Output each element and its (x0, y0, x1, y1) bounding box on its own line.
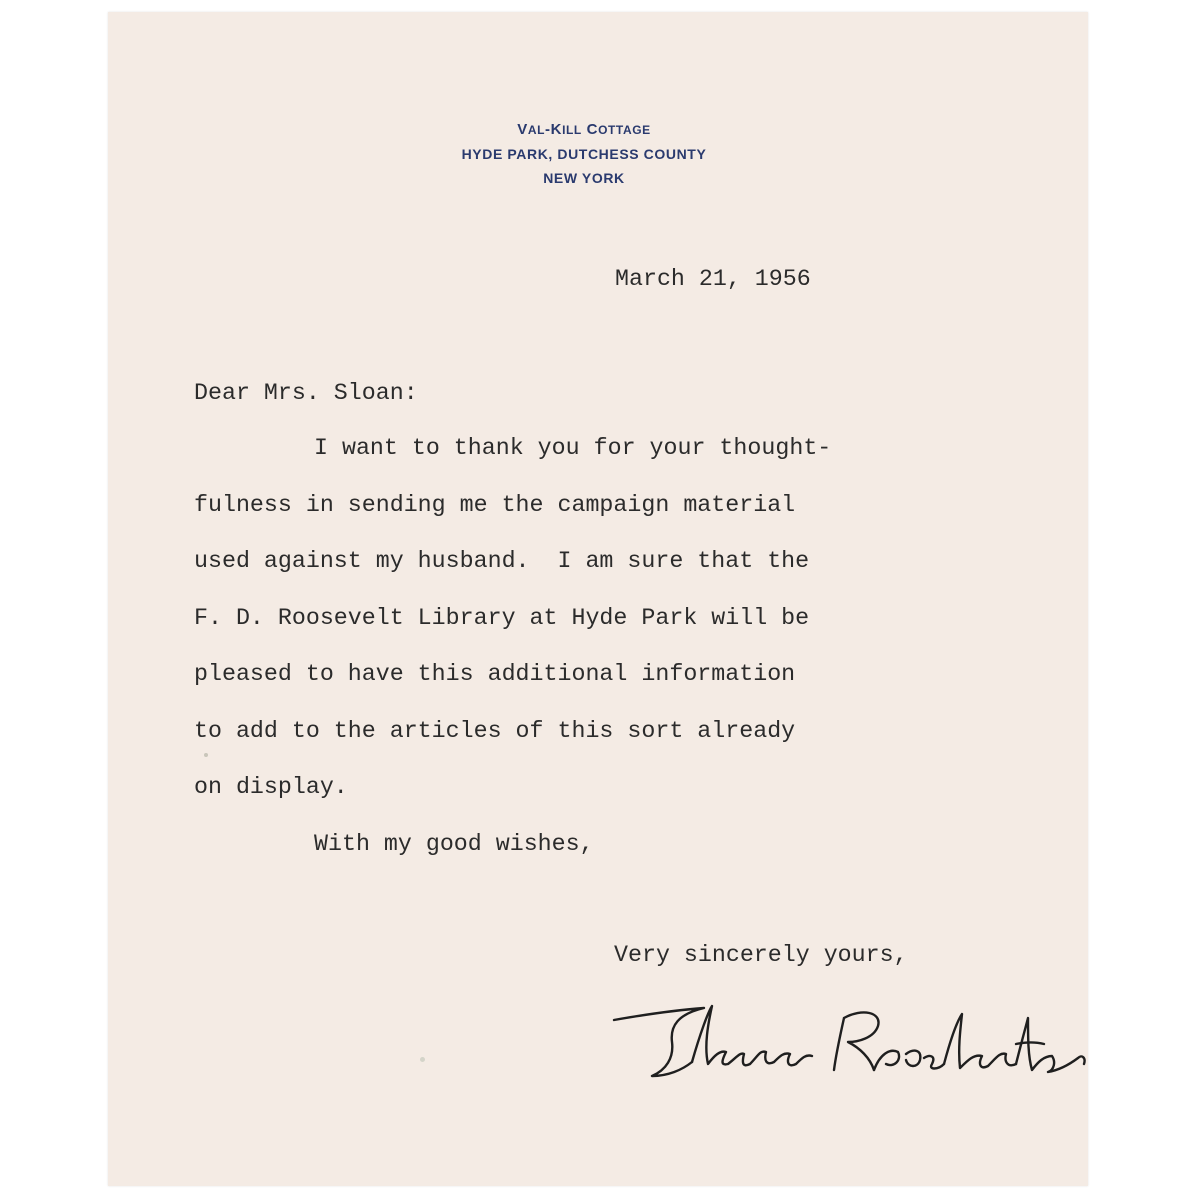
body-line: to add to the articles of this sort already (194, 718, 796, 744)
letter-date: March 21, 1956 (615, 266, 811, 292)
letterhead-line-2: HYDE PARK, DUTCHESS COUNTY (461, 146, 707, 162)
body-line: pleased to have this additional information (194, 661, 796, 687)
letterhead-line-1: VAL-KILL COTTAGE (517, 121, 651, 138)
paper-speck (204, 753, 208, 757)
body-line: I want to thank you for your thought- (314, 435, 832, 461)
body-line: on display. (194, 774, 348, 800)
body-line: fulness in sending me the campaign material (194, 492, 796, 518)
letter-good-wishes: With my good wishes, (314, 831, 594, 857)
letter-closing: Very sincerely yours, (614, 942, 908, 968)
paper-speck (420, 1057, 425, 1062)
letterhead-line-3: NEW YORK (543, 170, 625, 186)
letter-paper (108, 12, 1088, 1186)
handwritten-signature (608, 984, 1098, 1094)
body-line: F. D. Roosevelt Library at Hyde Park will be (194, 605, 810, 631)
body-line: used against my husband. I am sure that the (194, 548, 810, 574)
letter-salutation: Dear Mrs. Sloan: (194, 380, 418, 406)
